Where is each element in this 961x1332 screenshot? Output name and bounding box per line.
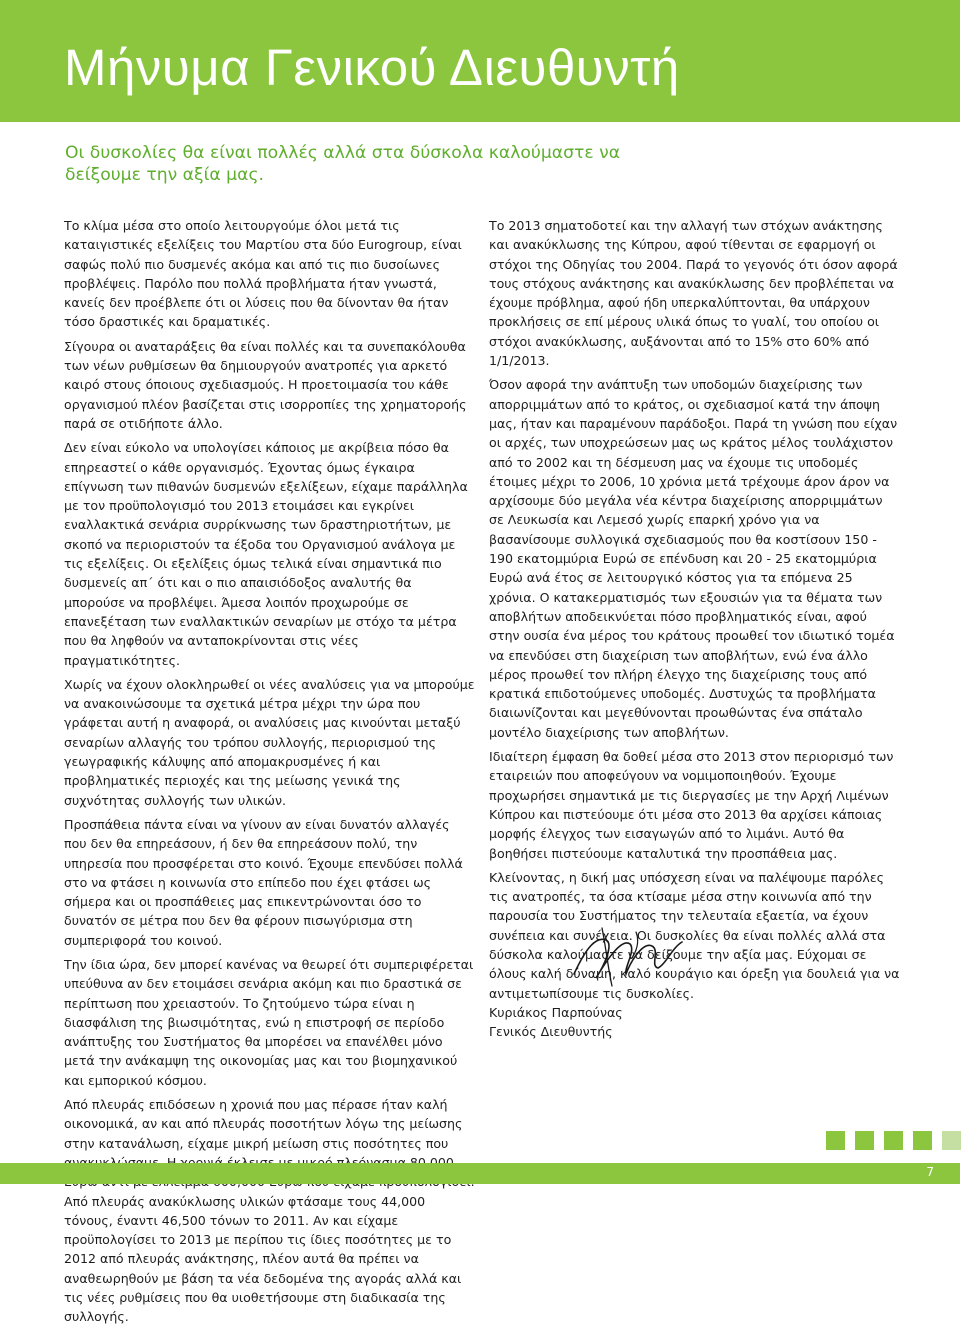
square-icon	[826, 1131, 845, 1150]
square-icon	[884, 1131, 903, 1150]
page-number: 7	[926, 1165, 934, 1179]
paragraph: Από πλευράς επιδόσεων η χρονιά που μας πέρασε ήταν καλή οικονομικά, αν και από πλευράς ποσοτήτων λόγω της μείωσης στην κατανάλωση, είχαμε μικρή μείωση στις ποσότητες που Από πλευράς ανακύκλωσης υλικών φτάσαμε τους 44,000 τόνους, έναντι 46,500 τόνων το 2011. Αν και είχαμε προϋπολογίσει το 2013 με περίπου τις ίδιες ποσότητες με το 2012 από πλευράς ανάκτησης, πλέον αυτά θα πρέπει να αναθεωρηθούν με βάση τα νέα δεδομένα της αγοράς αλλά και τις νέες ρυθμίσεις που θα υιοθετήσουμε στη διαδικασία της συλλογής.	[64, 1097, 463, 1325]
page-title: Μήνυμα Γενικού Διευθυντή	[64, 39, 680, 96]
square-icon	[855, 1131, 874, 1150]
paragraph: Το κλίμα μέσα στο οποίο λειτουργούμε όλοι μετά τις καταιγιστικές εξελίξεις του Μαρτίου στα δύο Eurogroup, είναι σαφώς πολύ πιο δυσμενές ακόμα και από τις πιο δυσοίωνες προβλέψεις. Παρόλο που πολλά προβλήματα ήταν γνωστά, κανείς δεν προέβλεπε ότι οι λύσεις που θα δίνονταν θα ήταν τόσο δραστικές και δραματικές.	[64, 218, 462, 330]
paragraph: Την ίδια ώρα, δεν μπορεί κανένας να θεωρεί ότι συμπεριφέρεται υπεύθυνα αν δεν ετοιμάσει σενάρια ακόμη και πιο δραστικά σε περίπτωση που χρειαστούν. Το ζητούμενο τώρα είναι η διασφάλιση της βιωσιμότητας, ενώ η επιστροφή σε περίοδο ανάπτυξης του Συστήματος θα μπορέσει να επανέλθει μόνο μετά την ανάκαμψη της οικονομίας μας και του βιομηχανικού και εμπορικού κόσμου.	[64, 956, 474, 1088]
signer-role: Γενικός Διευθυντής	[489, 1024, 613, 1039]
subtitle: Οι δυσκολίες θα είναι πολλές αλλά στα δύσκολα καλούμαστε να δείξουμε την αξία μας.	[65, 143, 621, 185]
paragraph: Κλείνοντας, η δική μας υπόσχεση είναι να παλέψουμε παρόλες τις ανατροπές, τα όσα κτίσαμε μέσα στην κοινωνία από την παρουσία του Συστήματος την τελευταία εξαετία, να έχουν συνέπεια και συνέχεια. Οι δυσκολίες θα είναι πολλές αλλά στα δύσκολα καλούμαστε να δείξουμε την αξία μας. Εύχομαι σε όλους καλή δύναμη, καλό κουράγιο και όρεξη για δουλειά για να αντιμετωπίσουμε τις δυσκολίες.	[489, 869, 900, 1001]
right-column	[489, 216, 901, 1008]
footer-band	[0, 1163, 960, 1184]
paragraph: Προσπάθεια πάντα είναι να γίνουν αν είναι δυνατόν αλλαγές που δεν θα επηρεάσουν, ή δεν θα επηρεάσουν πολύ, την υπηρεσία που προσφέρεται στο κοινό. Έχουμε επενδύσει πολλά στο να φτάσει η κοινωνία στο επίπεδο που έχει φτάσει ως σήμερα και οι προσπάθειες μας επικεντρώνονται όσο το δυνατόν σε μέτρα που δεν θα φέρουν πισωγύρισμα στη συμπεριφορά του κοινού.	[64, 816, 463, 948]
decorative-squares	[826, 1131, 961, 1150]
paragraph: Δεν είναι εύκολο να υπολογίσει κάποιος με ακρίβεια πόσο θα επηρεαστεί ο κάθε οργανισμός. Έχοντας όμως έγκαιρα επίγνωση των πιθανών δυσμενών εξελίξεων, είχαμε παράλληλα με τον προϋπολογισμό του 2013 ετοιμάσει και εγκρίνει εναλλακτικά σενάρια συρρίκνωσης των δραστηριοτήτων, με σκοπό να περιοριστούν τα έξοδα του Οργανισμού ανάλογα με τις εξελίξεις. Οι εξελίξεις όμως τελικά είναι σημαντικά πιο δυσμενείς απ΄ ότι και ο πιο απαισιόδοξος αναλυτής θα μπορούσε να προβλέψει. Άμεσα λοιπόν προχωρούμε σε επανεξέταση των εναλλακτικών σεναρίων με στόχο τα μέτρα που θα ληφθούν να ανταποκρίνονται στις νέες πραγματικότητες.	[64, 440, 468, 668]
paragraph: Σίγουρα οι αναταράξεις θα είναι πολλές και τα συνεπακόλουθα των νέων ρυθμίσεων θα δημιουργούν ανατροπές για αρκετό καιρό στους όποιους σχεδιασμούς. Η προετοιμασία του κάθε οργανισμού πλέον βασίζεται στις ισορροπίες της χρηματοροής παρά σε οτιδήποτε άλλο.	[64, 338, 467, 431]
square-icon	[942, 1131, 961, 1150]
paragraph: Όσον αφορά την ανάπτυξη των υποδομών διαχείρισης των απορριμμάτων από το κράτος, οι σχεδιασμοί κατά την άποψη μας, ήταν και παραμένουν παράδοξοι. Παρά τη γνώση που είχαν οι αρχές, των υποχρεώσεων μας ως κράτος μέλος τουλάχιστον από το 2002 και τη δέσμευση μας να έχουμε τις υποδομές έτοιμες μέχρι το 2006, 10 χρόνια μετά τρέχουμε άρον άρον να αρχίσουμε δύο μεγάλα νέα κέντρα διαχείρισης απορριμμάτων σε Λευκωσία και Λεμεσό χωρίς επαρκή χρόνο για να βασανίσουμε συλλογικά σχεδιασμούς που θα κοστίσουν 150 - 190 εκατομμύρια Ευρώ σε επένδυση και 20 - 25 εκατομμύρια Ευρώ ανά έτος σε λειτουργικό κόστος για τα επόμενα 25 χρόνια. Ο κατακερματισμός των εξουσιών για τα θέματα των αποβλήτων αποδεικνύεται πόσο προβληματικός είναι, αφού στην ουσία ένα μέρος του κράτους προωθεί τον ιδιωτικό τομέα να επενδύσει στη διαχείριση των αποβλήτων, ενώ ένα άλλο μέρος προωθεί τον πλήρη έλεγχο της διαχείρισης τους από κρατικά επιδοτούμενες υποδομές. Δυστυχώς τα προβλήματα διαιωνίζονται και μεγεθύνονται προωθώντας ένα σπάταλο μοντέλο διαχείρισης των αποβλήτων.	[489, 377, 898, 740]
signature-image	[566, 918, 690, 990]
paragraph: Ιδιαίτερη έμφαση θα δοθεί μέσα στο 2013 στον περιορισμό των εταιρειών που αποφεύγουν να νομιμοποιηθούν. Έχουμε προχωρήσει σημαντικά με τις διεργασίες με την Αρχή Λιμένων Κύπρου και πιστεύουμε ότι μέσα στο 2013 θα αρχίσει κάποιας μορφής έλεγχος των εισαγωγών από το λιμάνι. Αυτό θα βοηθήσει πιστεύουμε καταλυτικά την προσπάθεια μας.	[489, 749, 894, 861]
paragraph: Χωρίς να έχουν ολοκληρωθεί οι νέες αναλύσεις για να μπορούμε να ανακοινώσουμε τα σχετικά μέτρα μέχρι την ώρα που γράφεται αυτή η αναφορά, οι αναλύσεις μας κινούνται μεταξύ σεναρίων αλλαγής του τρόπου συλλογής, περιορισμού της γεωγραφικής κάλυψης από απομακρυσμένες ή και προβληματικές περιοχές και της μείωσης γενικά της συχνότητας συλλογής των υλικών.	[64, 676, 475, 808]
signer-name: Κυριάκος Παρπούνας	[489, 1005, 623, 1020]
square-icon	[913, 1131, 932, 1150]
paragraph: Το 2013 σηματοδοτεί και την αλλαγή των στόχων ανάκτησης και ανακύκλωσης της Κύπρου, αφού τίθενται σε εφαρμογή οι στόχοι της Οδηγίας του 2004. Παρά το γεγονός ότι όσον αφορά τους στόχους ανάκτησης και ανακύκλωσης δεν προβλέπεται να έχουμε πρόβλημα, αφού ήδη υπερκαλύπτονται, θα υπάρχουν προκλήσεις σε επί μέρους υλικά όπως το γυαλί, του οποίου οι στόχοι ανακύκλωσης, αυξάνονται από το 15% στο 60% από 1/1/2013.	[489, 218, 898, 369]
signer-block	[489, 1003, 623, 1041]
